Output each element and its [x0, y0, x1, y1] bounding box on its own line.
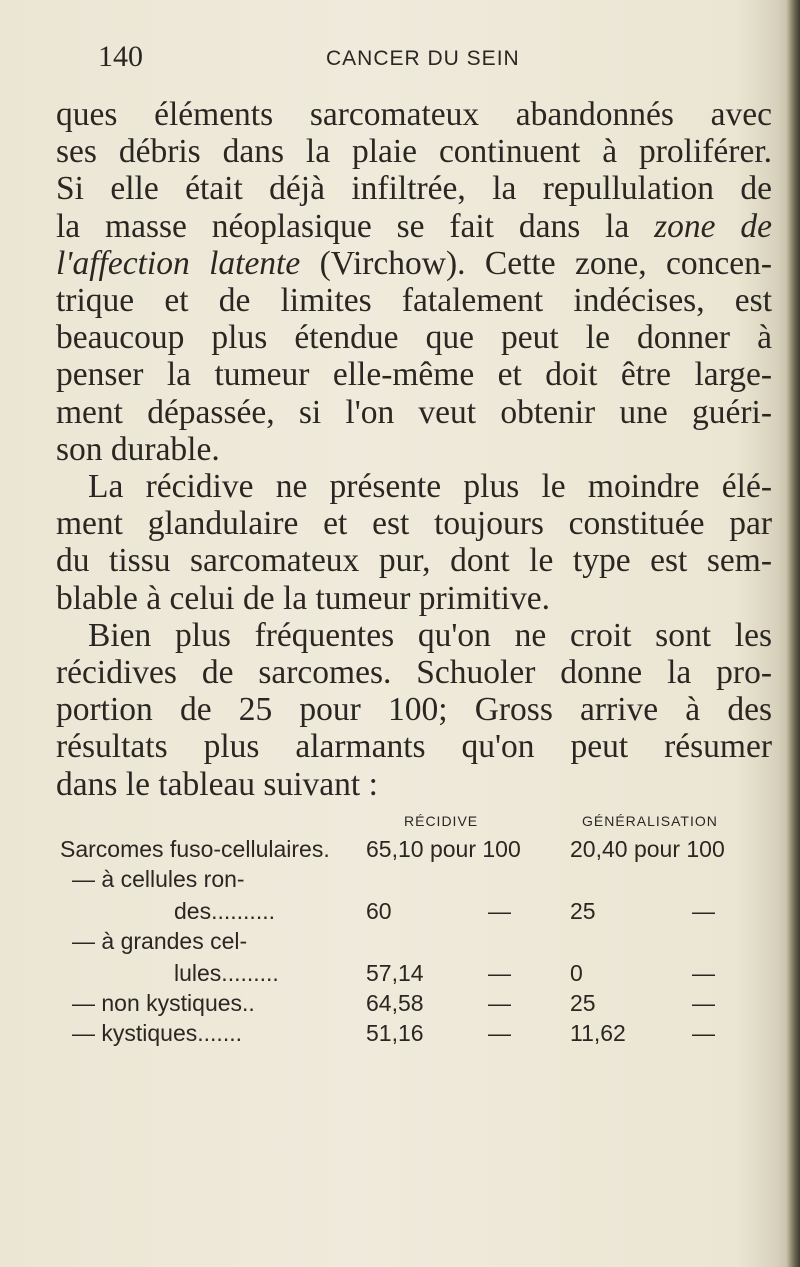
- text-line: ment glandulaire et est toujours constituée par: [56, 505, 772, 543]
- recidive-value: 60: [366, 898, 392, 924]
- text-line: du tissu sarcomateux pur, dont le type est sem-: [56, 542, 772, 580]
- ditto-mark: —: [488, 960, 511, 986]
- generalisation-value: 0: [570, 960, 583, 986]
- text-line: blable à celui de la tumeur primitive.: [56, 579, 550, 617]
- page-number: 140: [98, 40, 143, 73]
- column-header-generalisation: GÉNÉRALISATION: [582, 813, 718, 829]
- recidive-value: 64,58: [366, 990, 424, 1016]
- text-line: résultats plus alarmants qu'on peut résumer: [56, 728, 772, 766]
- ditto-mark: —: [692, 1020, 715, 1046]
- generalisation-value: 20,40 pour 100: [570, 836, 725, 862]
- ditto-mark: —: [692, 898, 715, 924]
- recidive-value: 65,10 pour 100: [366, 836, 521, 862]
- row-label: Sarcomes fuso-cellulaires.: [60, 836, 330, 862]
- text-line: récidives de sarcomes. Schuoler donne la pro-: [56, 654, 772, 692]
- text-line: dans le tableau suivant :: [56, 765, 378, 803]
- row-label: — à grandes cel-: [72, 928, 248, 954]
- ditto-mark: —: [488, 898, 511, 924]
- ditto-mark: —: [692, 990, 715, 1016]
- text-line: trique et de limites fatalement indécises, est: [56, 282, 772, 320]
- text-line: La récidive ne présente plus le moindre élé-: [88, 468, 772, 506]
- row-label: — non kystiques..: [72, 990, 255, 1016]
- generalisation-value: 25: [570, 990, 596, 1016]
- text-line: ses débris dans la plaie continuent à proliférer.: [56, 133, 772, 171]
- italic-term: zone de: [654, 207, 772, 245]
- text-line: portion de 25 pour 100; Gross arrive à des: [56, 691, 772, 729]
- row-label: — kystiques.......: [72, 1020, 242, 1046]
- generalisation-value: 11,62: [570, 1020, 626, 1046]
- row-label-continued: lules.........: [174, 960, 279, 986]
- body-text: [56, 96, 772, 803]
- text-segment: (Virchow). Cette zone, concen-: [300, 244, 772, 282]
- recidive-value: 51,16: [366, 1020, 424, 1046]
- text-line: penser la tumeur elle-même et doit être large-: [56, 356, 772, 394]
- italic-term: l'affection latente: [56, 244, 301, 282]
- text-segment: la masse néoplasique se fait dans la: [56, 207, 655, 245]
- text-line: Si elle était déjà infiltrée, la repullulation de: [56, 170, 772, 208]
- ditto-mark: —: [488, 1020, 511, 1046]
- generalisation-value: 25: [570, 898, 596, 924]
- text-line: son durable.: [56, 430, 220, 468]
- text-line: ques éléments sarcomateux abandonnés avec: [56, 96, 772, 133]
- row-label: — à cellules ron-: [72, 866, 245, 892]
- text-line: Bien plus fréquentes qu'on ne croit sont les: [88, 616, 772, 654]
- ditto-mark: —: [488, 990, 511, 1016]
- page-edge: [786, 0, 800, 1267]
- text-line: ment dépassée, si l'on veut obtenir une guéri-: [56, 393, 772, 431]
- text-line: [56, 208, 772, 245]
- text-line: [56, 245, 772, 282]
- ditto-mark: —: [692, 960, 715, 986]
- row-label-continued: des..........: [174, 898, 275, 924]
- running-head: CANCER DU SEIN: [326, 47, 520, 70]
- recidive-value: 57,14: [366, 960, 424, 986]
- column-header-recidive: RÉCIDIVE: [404, 813, 479, 829]
- text-line: beaucoup plus étendue que peut le donner à: [56, 319, 772, 357]
